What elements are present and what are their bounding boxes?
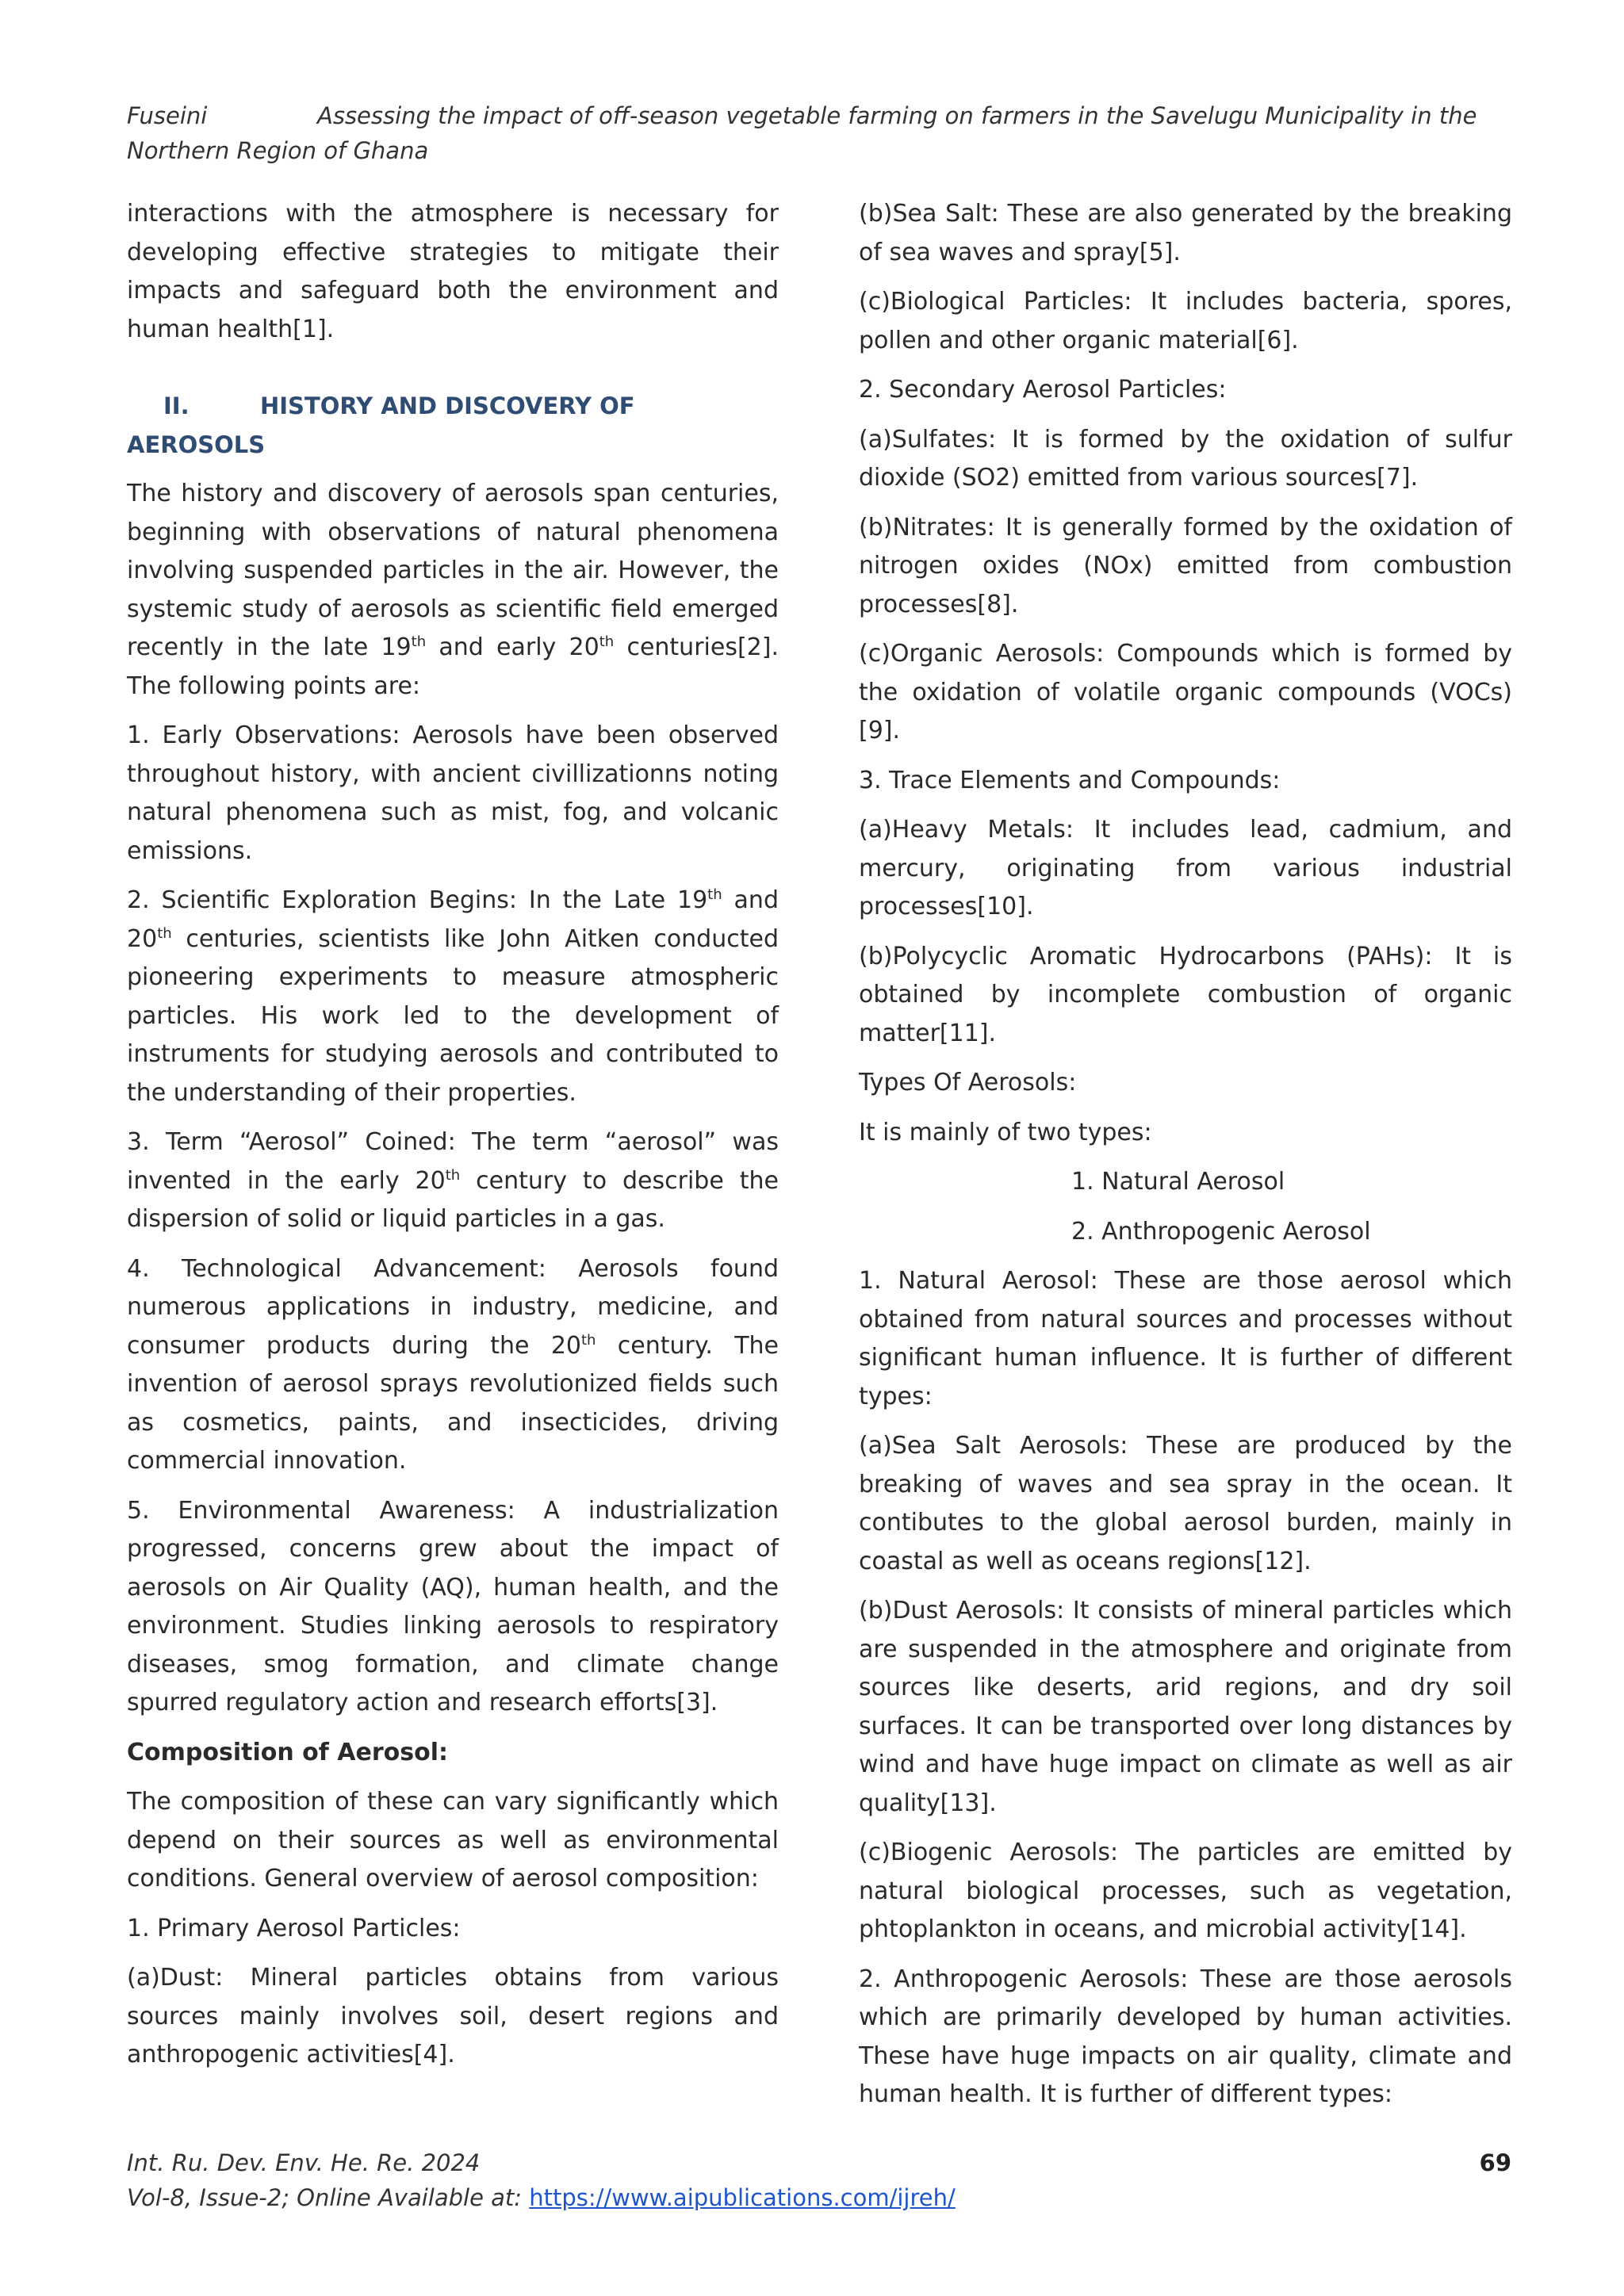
page-number: 69: [1479, 2149, 1511, 2176]
sea-salt-item: (b)Sea Salt: These are also generated by the breaking of sea waves and spray[5].: [859, 200, 1512, 266]
two-types-line: It is mainly of two types:: [859, 1118, 1152, 1146]
anthropogenic-aerosols-paragraph: 2. Anthropogenic Aerosols: These are those aerosols which are primarily developed by human activities. These have huge impacts on air quality, climate and human health. It is further of different types:: [859, 1965, 1512, 2108]
footer-journal: Int. Ru. Dev. Env. He. Re. 2024: [127, 2149, 481, 2176]
left-column: [127, 195, 779, 2086]
primary-particles-item: 1. Primary Aerosol Particles:: [127, 1914, 461, 1942]
composition-heading: Composition of Aerosol:: [127, 1738, 448, 1766]
right-column: [859, 195, 1512, 2126]
organic-aerosols-item: (c)Organic Aerosols: Compounds which is formed by the oxidation of volatile organic compounds (VOCs)[9].: [859, 640, 1512, 744]
composition-paragraph: The composition of these can vary significantly which depend on their sources as well as environmental conditions. General overview of aerosol composition:: [127, 1788, 779, 1892]
sulfates-item: (a)Sulfates: It is formed by the oxidation of sulfur dioxide (SO2) emitted from various sources[7].: [859, 425, 1512, 492]
journal-link[interactable]: https://www.aipublications.com/ijreh/: [529, 2184, 956, 2211]
nitrates-item: (b)Nitrates: It is generally formed by the oxidation of nitrogen oxides (NOx) emitted from combustion processes[8].: [859, 513, 1512, 618]
list-item-natural: 1. Natural Aerosol: [1071, 1168, 1285, 1196]
header-title: Assessing the impact of off-season vegetable farming on farmers in the Savelugu Municipality in the Northern Region of Ghana: [127, 102, 1477, 164]
dust-aerosols-item: (b)Dust Aerosols: It consists of mineral particles which are suspended in the atmosphere and originate from sources like deserts, arid regions, and dry soil surfaces. It can be transported over long distances by wind and have huge impact on climate as well as air quality[13].: [859, 1597, 1512, 1817]
trace-elements-item: 3. Trace Elements and Compounds:: [859, 766, 1281, 794]
page-footer: [127, 2145, 1511, 2215]
types-heading: Types Of Aerosols:: [859, 1069, 1077, 1096]
header-author: Fuseini: [127, 102, 208, 129]
intro-paragraph: interactions with the atmosphere is necessary for developing effective strategies to mitigate their impacts and safeguard both the environment and human health[1].: [127, 200, 779, 343]
heavy-metals-item: (a)Heavy Metals: It includes lead, cadmium, and mercury, originating from various industrial processes[10].: [859, 816, 1512, 920]
section-number: II.: [163, 392, 190, 419]
dust-item: (a)Dust: Mineral particles obtains from various sources mainly involves soil, desert regions and anthropogenic activities[4].: [127, 1964, 779, 2068]
pah-item: (b)Polycyclic Aromatic Hydrocarbons (PAHs): It is obtained by incomplete combustion of organic matter[11].: [859, 942, 1512, 1047]
section-heading: [127, 387, 779, 464]
section-title: HISTORY AND DISCOVERY OF AEROSOLS: [127, 392, 635, 458]
biogenic-aerosols-item: (c)Biogenic Aerosols: The particles are emitted by natural biological processes, such as vegetation, phtoplankton in oceans, and microbial activity[14].: [859, 1839, 1512, 1943]
list-item-anthropogenic: 2. Anthropogenic Aerosol: [1071, 1217, 1371, 1246]
secondary-particles-item: 2. Secondary Aerosol Particles:: [859, 376, 1227, 404]
point-early-observations: 1. Early Observations: Aerosols have been observed throughout history, with ancient civillizationns noting natural phenomena such as mist, fog, and volcanic emissions.: [127, 721, 779, 865]
footer-volume-line: Vol-8, Issue-2; Online Available at: https://www.aipublications.com/ijreh/: [127, 2184, 956, 2211]
point-technological-advancement: 4. Technological Advancement: Aerosols found numerous applications in industry, medicine, and consumer products during the 20th century. The invention of aerosol sprays revolutionized fields such as cosmetics, paints, and insecticides, driving commercial innovation.: [127, 1254, 779, 1475]
point-scientific-exploration: 2. Scientific Exploration Begins: In the Late 19th and 20th centuries, scientists like John Aitken conducted pioneering experiments to measure atmospheric particles. His work led to the development of instruments for studying aerosols and contributed to the understanding of their properties.: [127, 886, 779, 1107]
history-paragraph: The history and discovery of aerosols span centuries, beginning with observations of natural phenomena involving suspended particles in the air. However, the systemic study of aerosols as scientific field emerged recently in the late 19th and early 20th centuries[2]. The following points are:: [127, 480, 779, 700]
point-term-coined: 3. Term “Aerosol” Coined: The term “aerosol” was invented in the early 20th century to describe the dispersion of solid or liquid particles in a gas.: [127, 1128, 779, 1233]
natural-aerosol-paragraph: 1. Natural Aerosol: These are those aerosol which obtained from natural sources and processes without significant human influence. It is further of different types:: [859, 1267, 1512, 1410]
running-header: [127, 98, 1522, 168]
sea-salt-aerosols-item: (a)Sea Salt Aerosols: These are produced by the breaking of waves and sea spray in the ocean. It contibutes to the global aerosol burden, mainly in coastal as well as oceans regions[12].: [859, 1432, 1512, 1575]
point-environmental-awareness: 5. Environmental Awareness: A industrialization progressed, concerns grew about the impact of aerosols on Air Quality (AQ), human health, and the environment. Studies linking aerosols to respiratory diseases, smog formation, and climate change spurred regulatory action and research efforts[3].: [127, 1496, 779, 1716]
biological-particles-item: (c)Biological Particles: It includes bacteria, spores, pollen and other organic material[6].: [859, 288, 1512, 354]
